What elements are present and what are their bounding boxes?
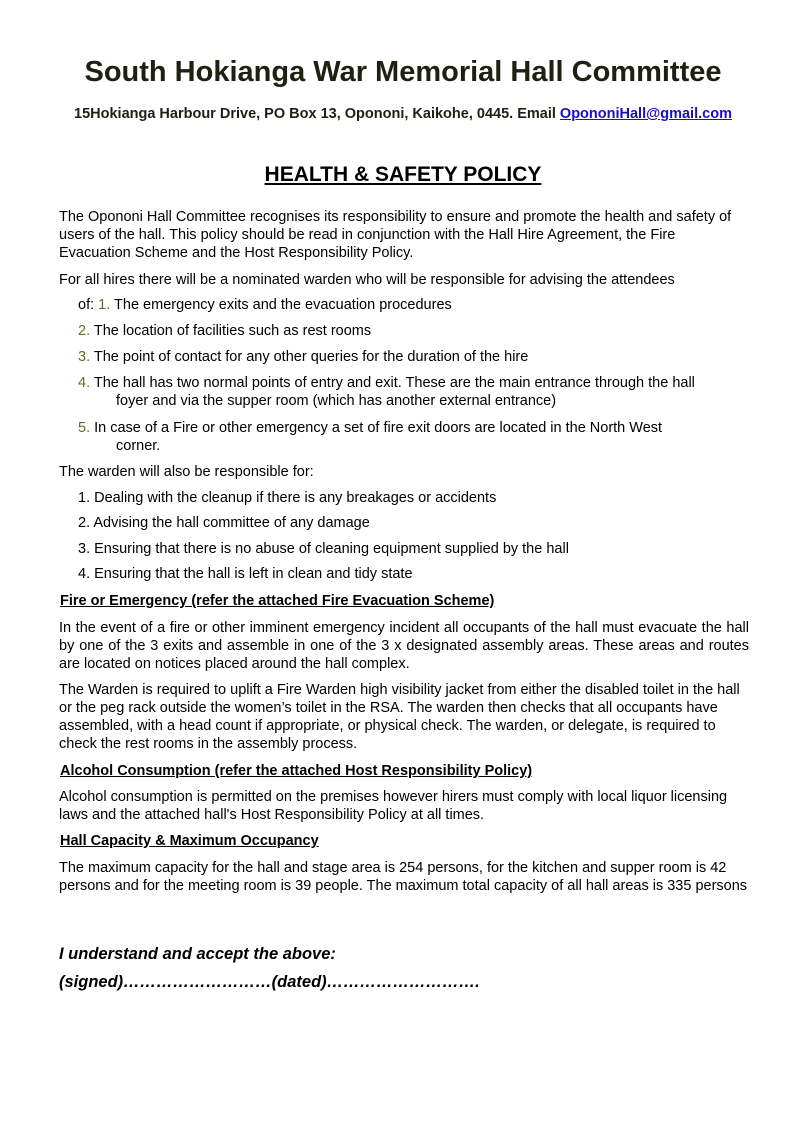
accept-statement: I understand and accept the above: — [59, 945, 336, 963]
address-line — [0, 106, 806, 122]
advise-item-5-continued: corner. — [116, 438, 161, 454]
capacity-heading: Hall Capacity & Maximum Occupancy — [60, 833, 319, 849]
policy-title: HEALTH & SAFETY POLICY — [264, 163, 542, 186]
advise-item-1: of: 1. The emergency exits and the evacuation procedures — [78, 297, 452, 313]
capacity-paragraph: The maximum capacity for the hall and stage area is 254 persons, for the kitchen and supper room is 42 persons and for the meeting room is 39 people. The maximum total capacity of all hall areas is 335 persons — [59, 860, 748, 894]
email-link[interactable]: OpononiHall@gmail.com — [559, 106, 732, 122]
warden-intro: For all hires there will be a nominated warden who will be responsible for advising the attendees — [59, 272, 675, 288]
list-number: 4. — [78, 375, 91, 391]
list-number: 1. — [98, 297, 111, 313]
intro-paragraph: The Opononi Hall Committee recognises its responsibility to ensure and promote the health and safety of users of the hall. This policy should be read in conjunction with the Hall Hire Agreement, the Fire Evacuation Scheme and the Host Responsibility Policy. — [59, 209, 732, 261]
address-text: 15Hokianga Harbour Drive, PO Box 13, Opononi, Kaikohe, 0445. Email — [74, 106, 560, 122]
responsible-intro: The warden will also be responsible for: — [59, 464, 314, 480]
advise-item-2: 2. The location of facilities such as rest rooms — [78, 323, 372, 339]
advise-item-4: 4. The hall has two normal points of entry and exit. These are the main entrance through the hall — [78, 375, 695, 391]
alcohol-heading: Alcohol Consumption (refer the attached Host Responsibility Policy) — [60, 763, 533, 779]
list-number: 2. — [78, 323, 91, 339]
responsible-item-4: 4. Ensuring that the hall is left in clean and tidy state — [78, 566, 413, 582]
responsible-item-2: 2. Advising the hall committee of any damage — [78, 515, 370, 531]
list-number: 3. — [78, 349, 91, 365]
fire-heading: Fire or Emergency (refer the attached Fire Evacuation Scheme) — [60, 593, 495, 609]
fire-paragraph-1: In the event of a fire or other imminent emergency incident all occupants of the hall must evacuate the hall by one of the 3 exits and assemble in one of the 3 x designated assembly areas. These areas and routes are located on notices placed around the hall complex. — [59, 620, 749, 672]
advise-item-4-continued: foyer and via the supper room (which has another external entrance) — [116, 393, 557, 409]
signature-line: (signed)………………………(dated)………………………. — [59, 973, 480, 991]
responsible-item-3: 3. Ensuring that there is no abuse of cleaning equipment supplied by the hall — [78, 541, 569, 557]
list-number: 5. — [78, 420, 91, 436]
alcohol-paragraph: Alcohol consumption is permitted on the premises however hirers must comply with local liquor licensing laws and the attached hall's Host Responsibility Policy at all times. — [59, 789, 728, 823]
advise-item-3: 3. The point of contact for any other queries for the duration of the hire — [78, 349, 529, 365]
committee-title: South Hokianga War Memorial Hall Committee — [84, 56, 722, 88]
advise-item-5: 5. In case of a Fire or other emergency a set of fire exit doors are located in the North West — [78, 420, 663, 436]
fire-paragraph-2: The Warden is required to uplift a Fire Warden high visibility jacket from either the disabled toilet in the hall or the peg rack outside the women’s toilet in the RSA. The warden then checks that all occupants have assembled, with a head count if appropriate, or physical check. The warden, or delegate, is required to check the rest rooms in the assembly process. — [59, 682, 740, 752]
responsible-item-1: 1. Dealing with the cleanup if there is any breakages or accidents — [78, 490, 497, 506]
